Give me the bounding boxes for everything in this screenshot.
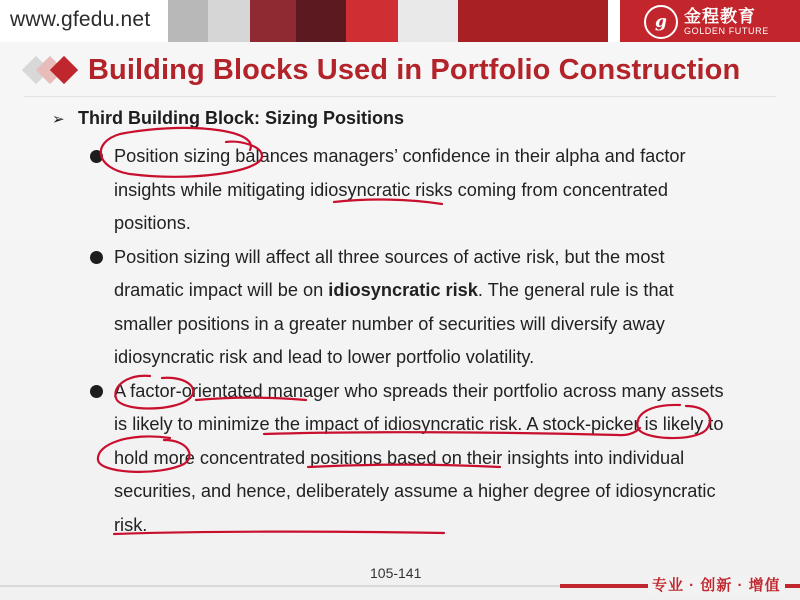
section-title: Third Building Block: Sizing Positions <box>78 108 404 128</box>
footer-slogan: 专业 · 创新 · 增值 <box>648 574 785 595</box>
bullet-item <box>88 241 728 375</box>
page-number: 105-141 <box>370 565 422 581</box>
bullet-item <box>88 375 728 543</box>
logo-name-en: GOLDEN FUTURE <box>684 25 769 36</box>
logo-name-cn: 金程教育 <box>684 6 756 26</box>
bullet-list <box>88 140 728 542</box>
filled-circle-icon <box>90 385 103 398</box>
logo-seal-icon: g <box>644 5 678 39</box>
title-row <box>22 50 740 90</box>
title-divider <box>24 96 776 97</box>
brand-logo <box>644 4 769 40</box>
bullet-text: Position sizing balances managers’ confidence in their alpha and factor insights while mitigating idiosyncratic risks coming from concentrated positions. <box>114 146 686 233</box>
bullet-text-after: . The general rule is that smaller positions in a greater number of securities will diversify away idiosyncratic risk and lead to lower portfolio volatility. <box>114 280 674 367</box>
header-bar <box>0 0 800 42</box>
arrow-right-icon: ➢ <box>52 109 65 128</box>
section-heading <box>52 108 404 129</box>
filled-circle-icon <box>90 150 103 163</box>
filled-circle-icon <box>90 251 103 264</box>
bullet-item <box>88 140 728 241</box>
site-url: www.gfedu.net <box>10 8 151 31</box>
bullet-text: A factor-orientated manager who spreads their portfolio across many assets is likely to minimize the impact of idiosyncratic risk. A stock-picker is likely to hold more concentrated positions based on their insights into individual securities, and hence, deliberately assume a higher degree of idiosyncratic risk. <box>114 380 724 535</box>
bullet-text-before: Position sizing will affect all three sources of active risk, but the most dramatic impact will be on <box>114 246 665 300</box>
bullet-text-bold: idiosyncratic risk <box>328 280 478 300</box>
slide-title: Building Blocks Used in Portfolio Construction <box>88 53 741 86</box>
header-color-blocks <box>168 0 608 42</box>
diamond-icon <box>22 50 82 90</box>
